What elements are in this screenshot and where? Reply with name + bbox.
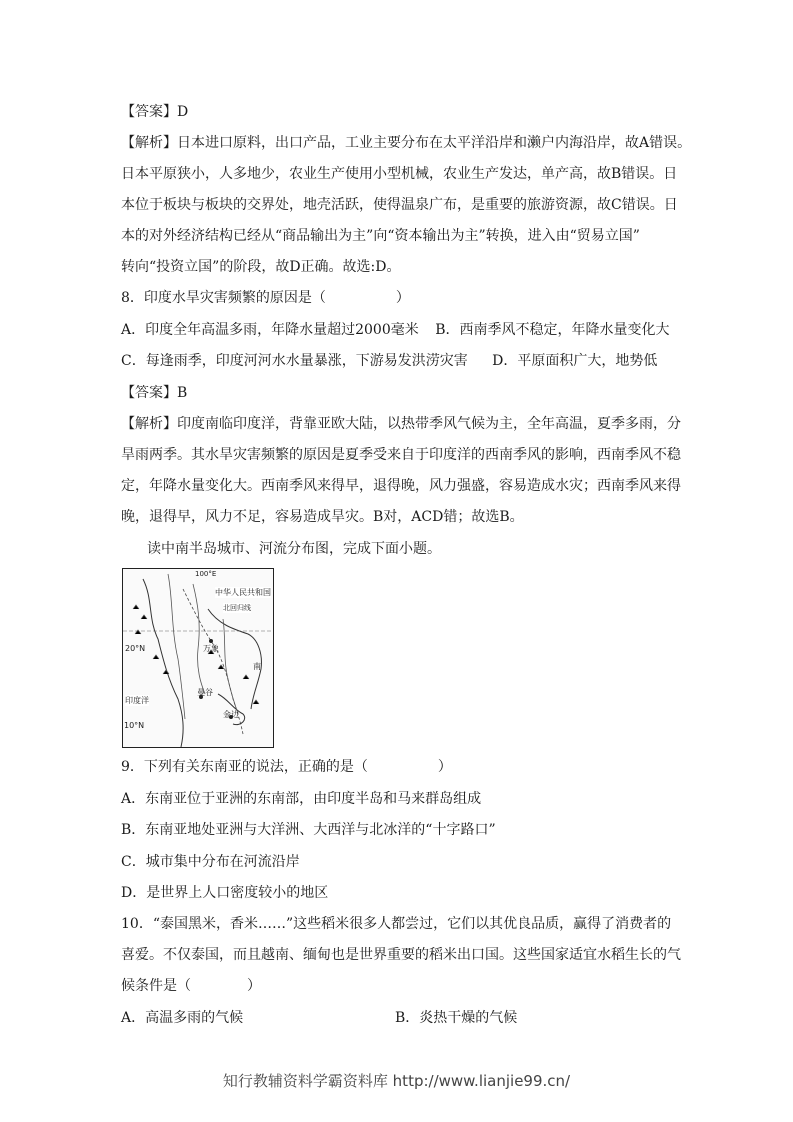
q8-analysis-line-2: 旱雨两季。其水旱灾害频繁的原因是夏季受来自于印度洋的西南季风的影响，西南季风不稳 xyxy=(121,447,681,463)
map-label-10n: 10°N xyxy=(124,721,145,730)
q8-options-row-2 xyxy=(121,351,681,371)
footer-watermark: 知行教辅资料学霸资料库 http://www.lianjie99.cn/ xyxy=(222,1072,571,1090)
q8-option-a: A．印度全年高温多雨，年降水量超过2000毫米 xyxy=(121,322,419,338)
q10-option-a: A．高温多雨的气候 xyxy=(121,1010,244,1026)
map-label-100e: 100°E xyxy=(195,570,217,578)
map-label-vientiane: 万象 xyxy=(203,644,219,653)
q8-analysis-line-3: 定，年降水量变化大。西南季风来得早，退得晚，风力强盛，容易造成水灾；西南季风来得 xyxy=(121,478,681,494)
q8-options-row-1 xyxy=(121,320,681,340)
map-label-indian-ocean: 印度洋 xyxy=(125,696,149,705)
q7-analysis-line-4: 本的对外经济结构已经从“商品输出为主”向“资本输出为主”转换，进入由“贸易立国” xyxy=(121,228,640,244)
map-intro: 读中南半岛城市、河流分布图，完成下面小题。 xyxy=(147,541,441,557)
map-label-bangkok: 曼谷 xyxy=(197,688,213,697)
q8-answer: 【答案】B xyxy=(121,385,188,401)
map-label-china: 中华人民共和国 xyxy=(215,588,271,597)
q7-analysis-line-2: 日本平原狭小，人多地少，农业生产使用小型机械，农业生产发达，单产高，故B错误。日 xyxy=(121,166,678,182)
q8-analysis-line-4: 晚，退得早，风力不足，容易造成旱灾。B对，ACD错；故选B。 xyxy=(121,509,524,525)
q9-option-d: D．是世界上人口密度较小的地区 xyxy=(121,885,329,901)
q7-answer: 【答案】D xyxy=(121,104,189,120)
map-label-phnompenh: 金边 xyxy=(223,710,239,719)
indochina-map xyxy=(122,568,274,748)
q7-analysis-line-1: 【解析】日本进口原料，出口产品，工业主要分布在太平洋沿岸和濑户内海沿岸，故A错误。 xyxy=(121,135,692,151)
q10-stem-line-3: 候条件是（ ） xyxy=(121,978,261,994)
q7-analysis-line-5: 转向“投资立国”的阶段，故D正确。故选:D。 xyxy=(121,259,401,275)
q9-option-a: A．东南亚位于亚洲的东南部，由印度半岛和马来群岛组成 xyxy=(121,791,482,807)
map-label-south: 南 xyxy=(253,662,261,671)
q8-option-b: B．西南季风不稳定，年降水量变化大 xyxy=(435,322,670,338)
q8-option-c: C．每逢雨季，印度河河水水量暴涨，下游易发洪涝灾害 xyxy=(121,353,468,369)
q7-analysis-line-3: 本位于板块与板块的交界处，地壳活跃，使得温泉广布，是重要的旅游资源，故C错误。日 xyxy=(121,197,678,213)
q10-option-b: B．炎热干燥的气候 xyxy=(395,1010,518,1026)
q10-stem-line-2: 喜爱。不仅泰国，而且越南、缅甸也是世界重要的稻米出口国。这些国家适宜水稻生长的气 xyxy=(121,947,681,963)
q10-options-row xyxy=(121,1008,681,1028)
map-label-tropic: 北回归线 xyxy=(223,604,251,612)
q8-option-d: D．平原面积广大，地势低 xyxy=(492,353,658,369)
q9-stem: 9．下列有关东南亚的说法，正确的是（ ） xyxy=(121,759,452,775)
q10-stem-line-1: 10．“泰国黑米，香米……”这些稻米很多人都尝过，它们以其优良品质，赢得了消费者的 xyxy=(121,916,672,932)
q8-stem: 8．印度水旱灾害频繁的原因是（ ） xyxy=(121,290,410,306)
q9-option-b: B．东南亚地处亚洲与大洋洲、大西洋与北冰洋的“十字路口” xyxy=(121,822,496,838)
q8-analysis-line-1: 【解析】印度南临印度洋，背靠亚欧大陆，以热带季风气候为主，全年高温，夏季多雨，分 xyxy=(121,416,681,432)
q9-option-c: C．城市集中分布在河流沿岸 xyxy=(121,854,300,870)
map-label-20n: 20°N xyxy=(125,644,146,653)
